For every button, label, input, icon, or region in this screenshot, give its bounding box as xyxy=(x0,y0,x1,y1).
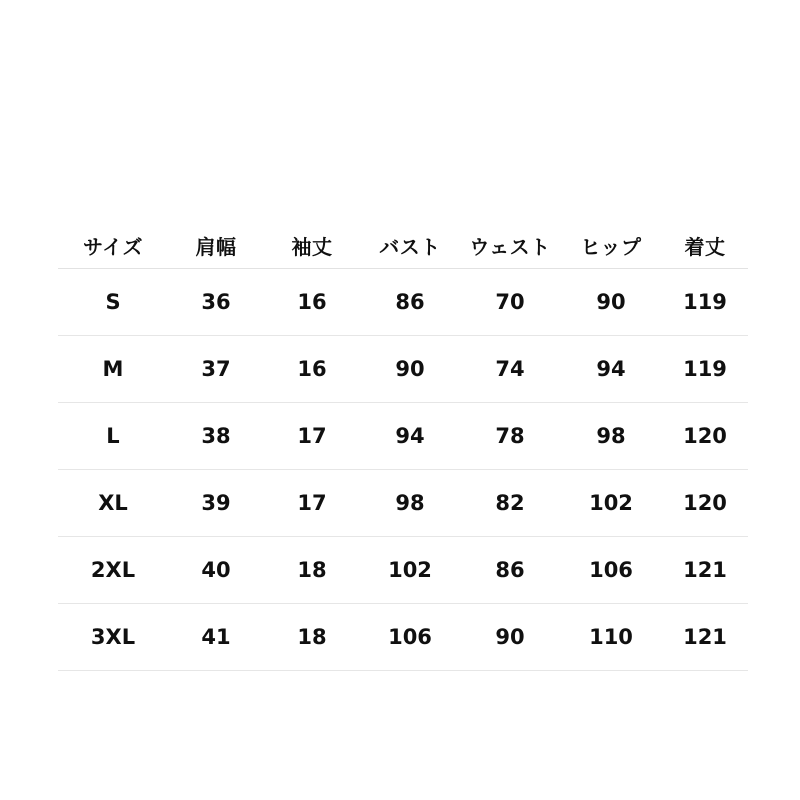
column-header-waist-label: ウェスト xyxy=(469,234,551,259)
cell-bust: 106 xyxy=(360,604,460,671)
column-header-bust xyxy=(360,222,460,269)
cell-bust: 102 xyxy=(360,537,460,604)
cell-shoulder: 41 xyxy=(168,604,264,671)
column-header-length xyxy=(662,222,748,269)
cell-length: 120 xyxy=(662,470,748,537)
table-row xyxy=(58,470,748,537)
cell-size: XL xyxy=(58,470,168,537)
table-row xyxy=(58,604,748,671)
size-table-container xyxy=(58,222,748,671)
cell-length: 121 xyxy=(662,537,748,604)
cell-bust: 94 xyxy=(360,403,460,470)
cell-length: 119 xyxy=(662,336,748,403)
table-row xyxy=(58,403,748,470)
cell-size: 3XL xyxy=(58,604,168,671)
column-header-bust-label: バスト xyxy=(379,234,441,259)
cell-size: L xyxy=(58,403,168,470)
cell-waist: 90 xyxy=(460,604,560,671)
cell-shoulder: 38 xyxy=(168,403,264,470)
column-header-hip-label: ヒップ xyxy=(580,234,642,259)
column-header-waist xyxy=(460,222,560,269)
cell-size: S xyxy=(58,269,168,336)
column-header-hip xyxy=(560,222,662,269)
cell-bust: 90 xyxy=(360,336,460,403)
column-header-sleeve xyxy=(264,222,360,269)
cell-size: M xyxy=(58,336,168,403)
cell-length: 120 xyxy=(662,403,748,470)
cell-hip: 94 xyxy=(560,336,662,403)
cell-hip: 98 xyxy=(560,403,662,470)
cell-shoulder: 36 xyxy=(168,269,264,336)
cell-sleeve: 16 xyxy=(264,336,360,403)
column-header-shoulder xyxy=(168,222,264,269)
column-header-length-label: 着丈 xyxy=(684,234,726,259)
table-body xyxy=(58,269,748,671)
cell-sleeve: 17 xyxy=(264,403,360,470)
cell-hip: 110 xyxy=(560,604,662,671)
table-header xyxy=(58,222,748,269)
cell-sleeve: 18 xyxy=(264,537,360,604)
cell-waist: 70 xyxy=(460,269,560,336)
cell-sleeve: 17 xyxy=(264,470,360,537)
cell-sleeve: 18 xyxy=(264,604,360,671)
cell-size: 2XL xyxy=(58,537,168,604)
cell-shoulder: 37 xyxy=(168,336,264,403)
cell-shoulder: 40 xyxy=(168,537,264,604)
cell-waist: 82 xyxy=(460,470,560,537)
column-header-size xyxy=(58,222,168,269)
cell-shoulder: 39 xyxy=(168,470,264,537)
table-header-row xyxy=(58,222,748,269)
cell-sleeve: 16 xyxy=(264,269,360,336)
cell-bust: 86 xyxy=(360,269,460,336)
table-row xyxy=(58,537,748,604)
cell-length: 121 xyxy=(662,604,748,671)
cell-hip: 90 xyxy=(560,269,662,336)
table-row xyxy=(58,269,748,336)
column-header-size-label: サイズ xyxy=(83,234,143,259)
column-header-sleeve-label: 袖丈 xyxy=(291,234,333,259)
cell-waist: 74 xyxy=(460,336,560,403)
column-header-shoulder-label: 肩幅 xyxy=(195,234,237,259)
cell-hip: 106 xyxy=(560,537,662,604)
cell-waist: 78 xyxy=(460,403,560,470)
table-row xyxy=(58,336,748,403)
cell-hip: 102 xyxy=(560,470,662,537)
cell-bust: 98 xyxy=(360,470,460,537)
size-table xyxy=(58,222,748,671)
cell-waist: 86 xyxy=(460,537,560,604)
cell-length: 119 xyxy=(662,269,748,336)
